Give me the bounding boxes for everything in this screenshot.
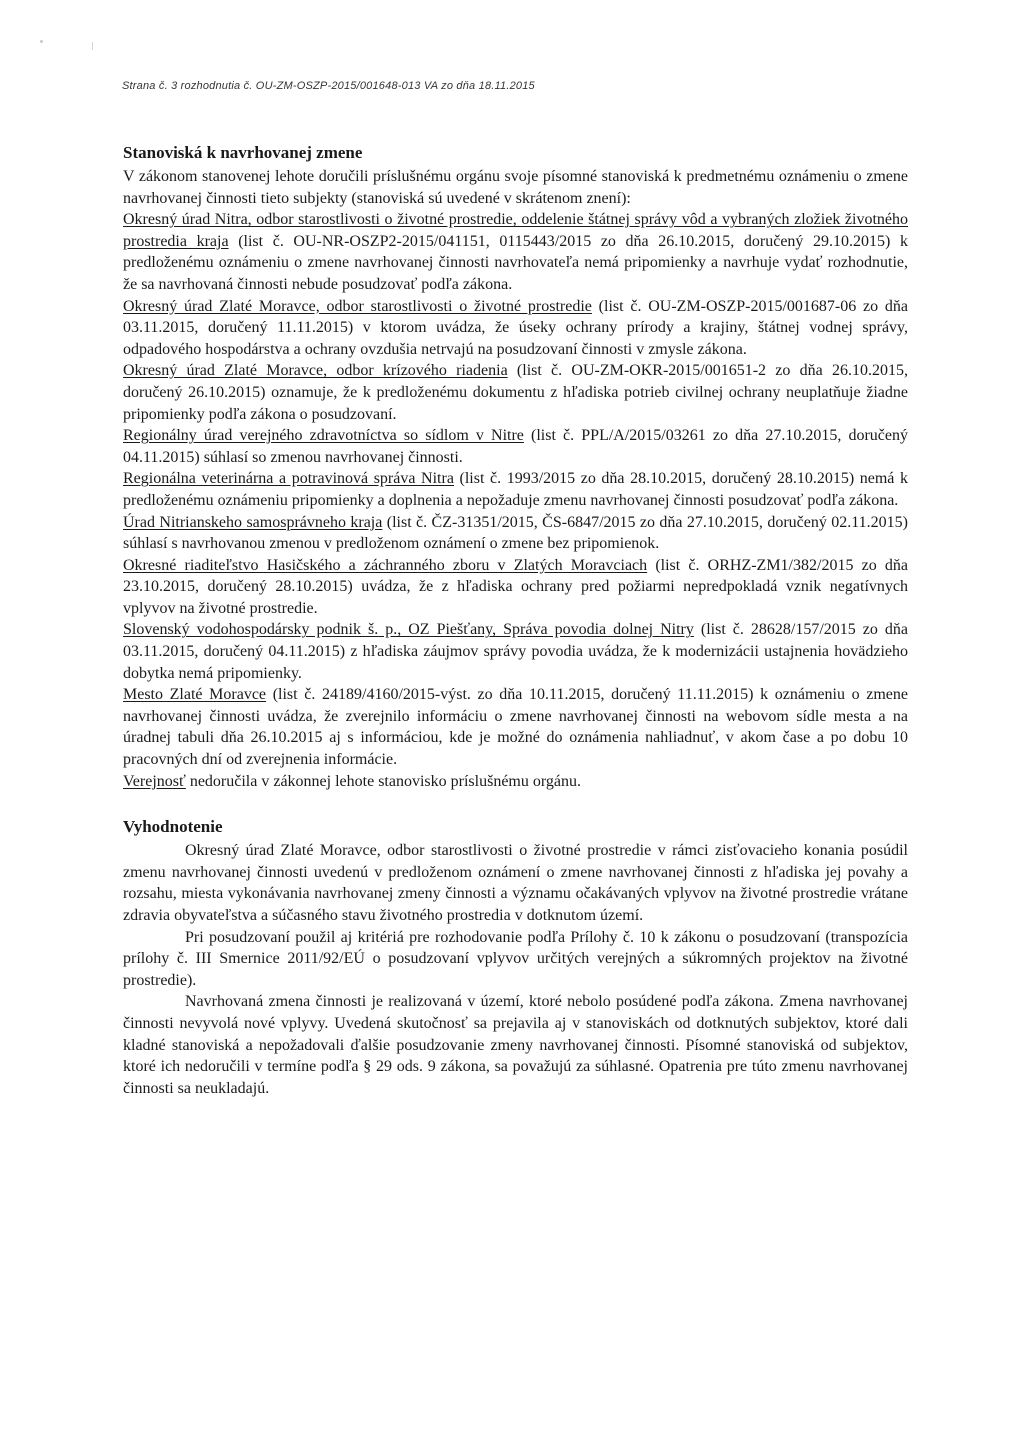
entity-name: Okresný úrad Nitra, odbor starostlivosti o životné prostredie, oddelenie štátnej správy vôd a vybraných zložiek životného prostredia kraja [123, 211, 908, 250]
entity-name: Regionálna veterinárna a potravinová správa Nitra [123, 470, 454, 488]
opinion-entry [123, 771, 908, 793]
entity-name: Úrad Nitrianskeho samosprávneho kraja [123, 513, 383, 531]
entry-text: (list č. 1993/2015 zo dňa 28.10.2015, doručený 28.10.2015) nemá k predloženému oznámeniu pripomienky a doplnenia a nepožaduje zmenu navrhovanej činnosti posudzovať podľa zákona. [123, 470, 908, 509]
opinion-entry [123, 555, 908, 620]
section-gap [123, 792, 908, 814]
entry-text: (list č. OU-ZM-OKR-2015/001651-2 zo dňa 26.10.2015, doručený 26.10.2015) oznamuje, že k predloženému dokumentu z hľadiska potrieb civilnej ochrany neuplatňuje žiadne pripomienky podľa zákona o posudzovaní. [123, 362, 908, 423]
entry-text: nedoručila v zákonnej lehote stanovisko príslušnému orgánu. [185, 772, 581, 790]
entity-name: Okresný úrad Zlaté Moravce, odbor starostlivosti o životné prostredie [123, 297, 592, 315]
entry-text: (list č. OU-NR-OSZP2-2015/041151, 0115443/2015 zo dňa 26.10.2015, doručený 29.10.2015) k predloženému oznámeniu o zmene navrhovanej činnosti navrhovateľa nemá pripomienky a navrhuje vydať rozhodnutie, že sa navrhovaná činnosti nebude posudzovať podľa zákona. [123, 232, 909, 293]
intro-paragraph: V zákonom stanovenej lehote doručili príslušnému orgánu svoje písomné stanoviská k predmetnému oznámeniu o zmene navrhovanej činnosti tieto subjekty (stanoviská sú uvedené v skrátenom znení): [123, 168, 908, 207]
evaluation-paragraph: Pri posudzovaní použil aj kritériá pre rozhodovanie podľa Prílohy č. 10 k zákonu o posudzovaní (transpozícia prílohy č. III Smernice 2011/92/EÚ o posudzovaní vplyvov určitých verejných a súkromných projektov na životné prostredie). [123, 928, 908, 989]
entry-text: (list č. ČZ-31351/2015, ČS-6847/2015 zo dňa 27.10.2015, doručený 02.11.2015) súhlasí s navrhovanou zmenou v predloženom oznámení o zmene bez pripomienok. [123, 513, 909, 553]
entry-text: (list č. OU-ZM-OSZP-2015/001687-06 zo dňa 03.11.2015, doručený 11.11.2015) v ktorom uvádza, že úseky ochrany prírody a krajiny, štátnej vodnej správy, odpadového hospodárstva a ochrany ovzdušia netrvajú na posudzovaní činnosti v zmysle zákona. [123, 297, 909, 358]
evaluation-paragraph: Okresný úrad Zlaté Moravce, odbor starostlivosti o životné prostredie v rámci zisťovacieho konania posúdil zmenu navrhovanej činnosti uvedenú v predloženom oznámení o zmene navrhovanej činnosti z hľadiska jej povahy a rozsahu, miesta vykonávania navrhovanej zmeny činnosti a významu očakávaných vplyvov na životné prostredie vrátane zdravia obyvateľstva a súčasného stavu životného prostredia v dotknutom území. [123, 842, 908, 924]
scan-speck [40, 40, 43, 43]
entity-name: Regionálny úrad verejného zdravotníctva so sídlom v Nitre [123, 427, 524, 445]
opinion-entry [123, 619, 908, 684]
entry-text: (list č. 24189/4160/2015-výst. zo dňa 10.11.2015, doručený 11.11.2015) k oznámeniu o zmene navrhovanej činnosti uvádza, že zverejnilo informáciu o zmene navrhovanej činnosti na webovom sídle mesta a na úradnej tabuli dňa 26.10.2015 aj s informáciou, kde je možné do oznámenia nahliadnuť, v akom čase a po dobu 10 pracovných dní od zverejnenia informácie. [123, 686, 909, 769]
entity-name: Mesto Zlaté Moravce [123, 686, 267, 704]
opinion-entry [123, 468, 908, 511]
opinion-entry [123, 296, 908, 361]
entity-name: Slovenský vodohospodársky podnik š. p., OZ Piešťany, Správa povodia dolnej Nitry [123, 621, 694, 639]
document-body [123, 140, 908, 1099]
entry-text: (list č. ORHZ-ZM1/382/2015 zo dňa 23.10.2015, doručený 28.10.2015) uvádza, že z hľadiska ochrany pred požiarmi nepredpokladá vznik negatívnych vplyvov na životné prostredie. [123, 556, 909, 617]
entity-name: Okresný úrad Zlaté Moravce, odbor krízového riadenia [123, 362, 508, 380]
opinion-entry [123, 512, 908, 555]
opinion-entry [123, 684, 908, 770]
opinion-entry [123, 209, 908, 295]
entity-name: Okresné riaditeľstvo Hasičského a záchranného zboru v Zlatých Moravciach [123, 556, 648, 574]
opinion-entry [123, 360, 908, 425]
entry-text: (list č. 28628/157/2015 zo dňa 03.11.2015, doručený 04.11.2015) z hľadiska záujmov správy povodia uvádza, že k modernizácii ustajnenia hovädzieho dobytka nemá pripomienky. [123, 621, 908, 682]
entry-text: (list č. PPL/A/2015/03261 zo dňa 27.10.2015, doručený 04.11.2015) súhlasí so zmenou navrhovanej činnosti. [123, 427, 908, 466]
opinion-entry [123, 425, 908, 468]
evaluation-paragraph: Navrhovaná zmena činnosti je realizovaná v území, ktoré nebolo posúdené podľa zákona. Zmena navrhovanej činnosti nevyvolá nové vplyvy. Uvedená skutočnosť sa prejavila aj v stanoviskách od dotknutých subjektov, ktoré dali kladné stanoviská a nepožadovali ďalšie posudzovanie zmeny navrhovanej činnosti. Písomné stanoviská od subjektov, ktoré ich nedoručili v termíne podľa § 29 ods. 9 zákona, sa považujú za súhlasné. Opatrenia pre túto zmenu navrhovanej činnosti sa neukladajú. [123, 993, 908, 1097]
running-header: Strana č. 3 rozhodnutia č. OU-ZM-OSZP-2015/001648-013 VA zo dňa 18.11.2015 [122, 80, 535, 92]
section-heading-stanoviska: Stanoviská k navrhovanej zmene [123, 143, 363, 162]
scan-speck [92, 42, 93, 50]
section-heading-vyhodnotenie: Vyhodnotenie [123, 817, 223, 837]
entity-name: Verejnosť [123, 772, 186, 790]
